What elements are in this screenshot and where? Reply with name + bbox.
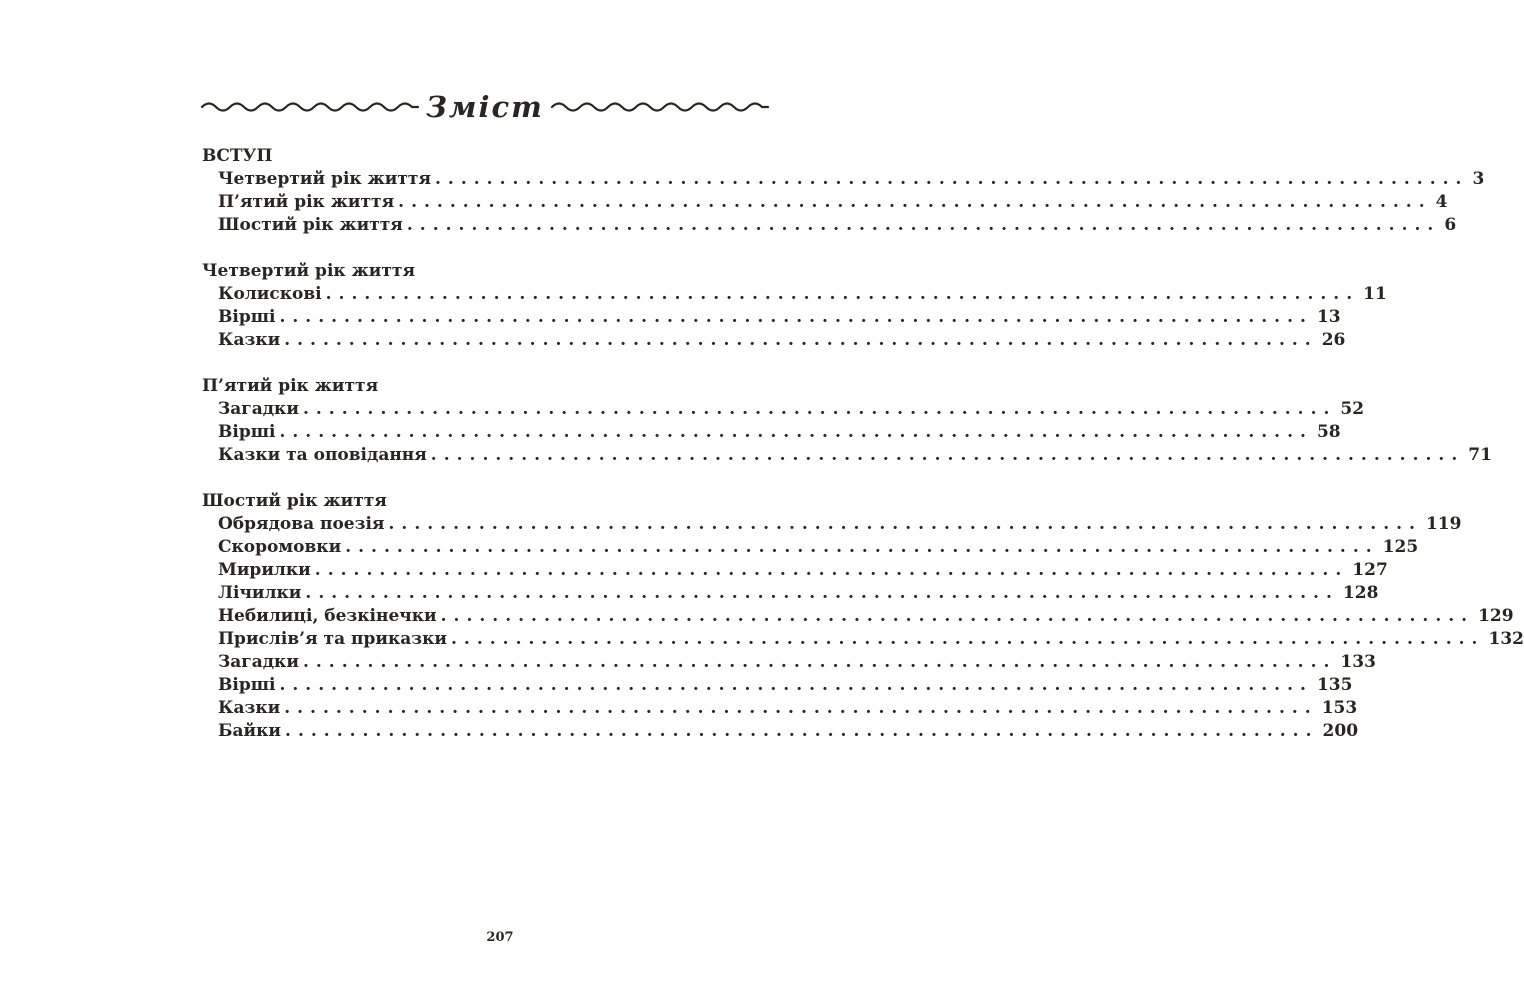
entry-page-number: 128 [1342,583,1379,603]
dot-leader: ................................................................................ [440,606,1475,626]
toc-entry[interactable] [202,214,1457,237]
entry-label: Казки [218,330,281,350]
entry-label: Казки та оповідання [218,445,427,465]
toc-entry[interactable] [202,306,1341,329]
entry-label: Обрядова поезія [218,514,385,534]
entry-page-number: 153 [1321,698,1358,718]
toc-section [202,374,1492,467]
section-heading: Четвертий рік життя [202,261,415,281]
entry-label: Скоромовки [218,537,342,557]
entry-page-number: 135 [1316,675,1353,695]
dot-leader: ................................................................................ [398,192,1432,212]
entry-page-number: 58 [1316,422,1341,442]
dot-leader: ................................................................................ [279,422,1313,442]
entry-page-number: 200 [1322,721,1359,741]
dot-leader: ................................................................................ [302,399,1337,419]
toc-entry[interactable] [202,329,1346,352]
toc-entry[interactable] [202,536,1419,559]
entry-page-number: 13 [1316,307,1341,327]
entry-page-number: 3 [1472,169,1485,189]
toc-entry[interactable] [202,191,1448,214]
toc-entry[interactable] [202,559,1388,582]
entry-page-number: 132 [1488,629,1524,649]
entry-label: Вірші [218,307,276,327]
entry-label: Вірші [218,422,276,442]
toc-entry[interactable] [202,674,1353,697]
dot-leader: ................................................................................ [284,330,1318,350]
dot-leader: ................................................................................ [388,514,1422,534]
toc-entry[interactable] [202,651,1376,674]
entry-page-number: 6 [1444,215,1457,235]
toc-section [202,144,1485,237]
toc-entry[interactable] [202,421,1341,444]
page-number: 207 [486,930,514,945]
entry-page-number: 4 [1435,192,1448,212]
section-heading: П’ятий рік життя [202,376,379,396]
entry-page-number: 133 [1340,652,1376,672]
entry-label: Загадки [218,399,299,419]
entry-label: Мирилки [218,560,311,580]
dot-leader: ................................................................................ [314,560,1349,580]
entry-page-number: 26 [1321,330,1346,350]
dot-leader: ................................................................................ [305,583,1339,603]
table-of-contents [202,144,1524,743]
page-title: Зміст [426,90,544,124]
entry-label: Четвертий рік життя [218,169,431,189]
dot-leader: ................................................................................ [406,215,1441,235]
toc-entry[interactable] [202,697,1358,720]
toc-section [202,259,1387,352]
dot-leader: ................................................................................ [345,537,1379,557]
entry-page-number: 11 [1363,284,1387,304]
entry-label: П’ятий рік життя [218,192,395,212]
toc-entry[interactable] [202,605,1514,628]
toc-section [202,489,1524,743]
dot-leader: ................................................................................ [435,169,1469,189]
dot-leader: ................................................................................ [285,721,1319,741]
entry-label: Казки [218,698,281,718]
entry-label: Загадки [218,652,299,672]
title-row [200,84,760,130]
toc-entry[interactable] [202,513,1462,536]
dot-leader: ................................................................................ [302,652,1337,672]
toc-entry[interactable] [202,720,1359,743]
entry-page-number: 129 [1478,606,1514,626]
entry-label: Шостий рік життя [218,215,403,235]
left-wave-ornament [200,97,420,117]
entry-page-number: 52 [1340,399,1365,419]
toc-entry[interactable] [202,398,1365,421]
entry-label: Вірші [218,675,276,695]
dot-leader: ................................................................................ [279,307,1313,327]
dot-leader: ................................................................................ [451,629,1485,649]
entry-label: Прислів’я та приказки [218,629,447,649]
section-heading: Шостий рік життя [202,491,387,511]
toc-entry[interactable] [202,283,1387,306]
toc-entry[interactable] [202,168,1485,191]
right-wave-ornament [550,97,770,117]
dot-leader: ................................................................................ [325,284,1360,304]
toc-entry[interactable] [202,582,1379,605]
toc-entry[interactable] [202,628,1524,651]
entry-page-number: 71 [1468,445,1492,465]
entry-label: Колискові [218,284,322,304]
dot-leader: ................................................................................ [284,698,1318,718]
toc-entry[interactable] [202,444,1492,467]
entry-label: Лічилки [218,583,302,603]
entry-page-number: 125 [1382,537,1419,557]
entry-page-number: 127 [1352,560,1388,580]
entry-label: Байки [218,721,282,741]
section-heading: ВСТУП [202,146,273,166]
entry-page-number: 119 [1425,514,1462,534]
dot-leader: ................................................................................ [279,675,1313,695]
dot-leader: ................................................................................ [430,445,1465,465]
entry-label: Небилиці, безкінечки [218,606,437,626]
